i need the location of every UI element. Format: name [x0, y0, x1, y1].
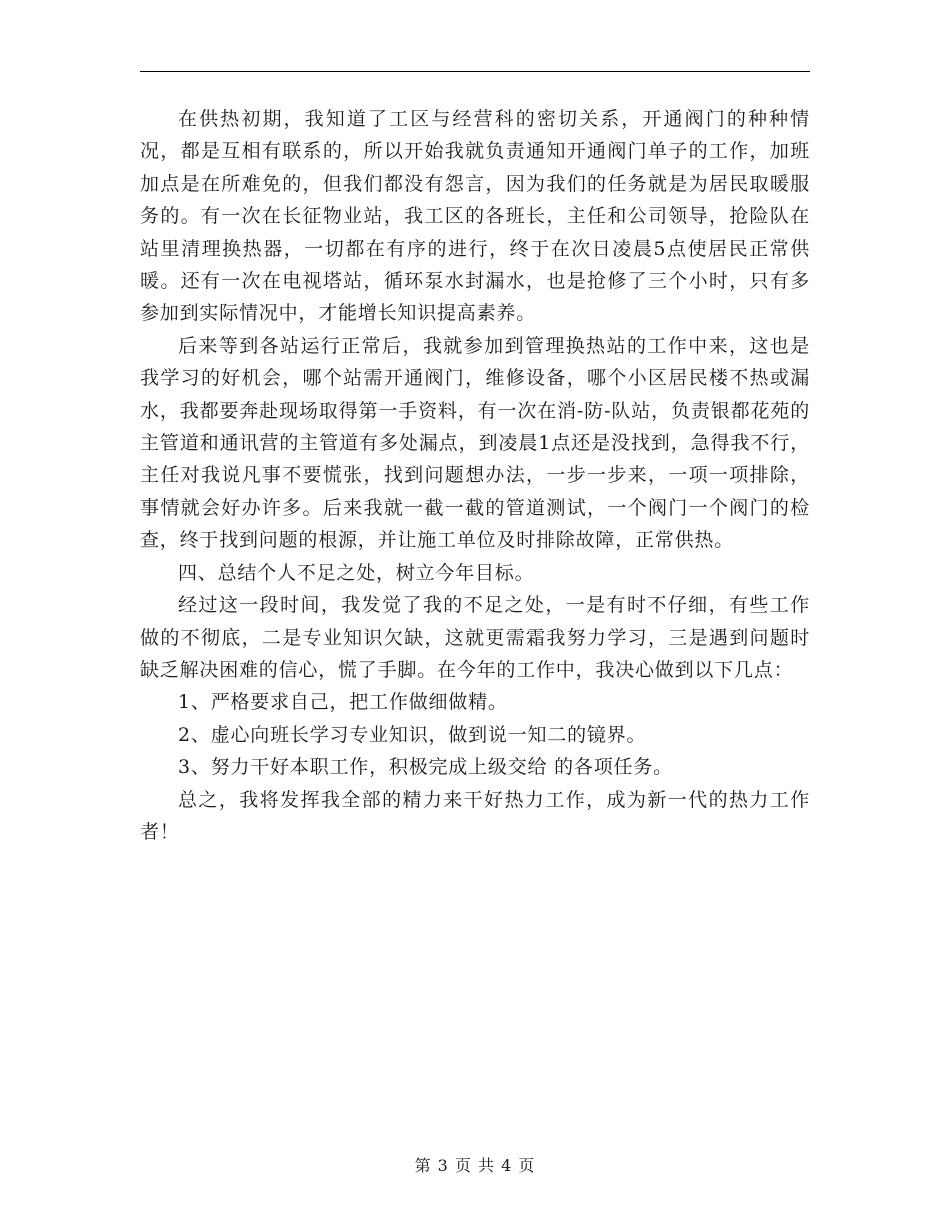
paragraph-2: 后来等到各站运行正常后，我就参加到管理换热站的工作中来，这也是我学习的好机会，哪个站需开通阀门，维修设备，哪个小区居民楼不热或漏水，我都要奔赴现场取得第一手资料，有一次在消-防-队站，负责银都花苑的主管道和通讯营的主管道有多处漏点，到凌晨1点还是没找到，急得我不行，主任对我说凡事不要慌张，找到问题想办法，一步一步来，一项一项排除，事情就会好办许多。后来我就一截一截的管道测试，一个阀门一个阀门的检查，终于找到问题的根源，并让施工单位及时排除故障，正常供热。 [140, 334, 810, 552]
document-body [140, 103, 810, 848]
closing-paragraph: 总之，我将发挥我全部的精力来干好热力工作，成为新一代的热力工作者！ [140, 788, 810, 843]
section-heading: 四、总结个人不足之处，树立今年目标。 [178, 561, 535, 584]
list-item-2: 2、虚心向班长学习专业知识，做到说一知二的镜界。 [178, 723, 647, 746]
paragraph-3: 经过这一段时间，我发觉了我的不足之处，一是有时不仔细，有些工作做的不彻底，二是专业知识欠缺，这就更需霜我努力学习，三是遇到问题时缺乏解决困难的信心，慌了手脚。在今年的工作中，我决心做到以下几点： [140, 594, 810, 681]
list-item-1: 1、严格要求自己，把工作做细做精。 [178, 691, 508, 714]
header-rule [140, 71, 810, 72]
page-number-label: 第 3 页 共 4 页 [414, 1156, 536, 1175]
paragraph-1: 在供热初期，我知道了工区与经营科的密切关系，开通阀门的种种情况，都是互相有联系的，所以开始我就负责通知开通阀门单子的工作，加班加点是在所难免的，但我们都没有怨言，因为我们的任务就是为居民取暖服务的。有一次在长征物业站，我工区的各班长，主任和公司领导，抢险队在站里清理换热器，一切都在有序的进行，终于在次日凌晨5点使居民正常供暖。还有一次在电视塔站，循环泵水封漏水，也是抢修了三个小时，只有多参加到实际情况中，才能增长知识提高素养。 [140, 108, 810, 325]
page-footer [0, 1153, 950, 1176]
list-item-3: 3、努力干好本职工作，积极完成上级交给 的各项任务。 [178, 756, 673, 779]
